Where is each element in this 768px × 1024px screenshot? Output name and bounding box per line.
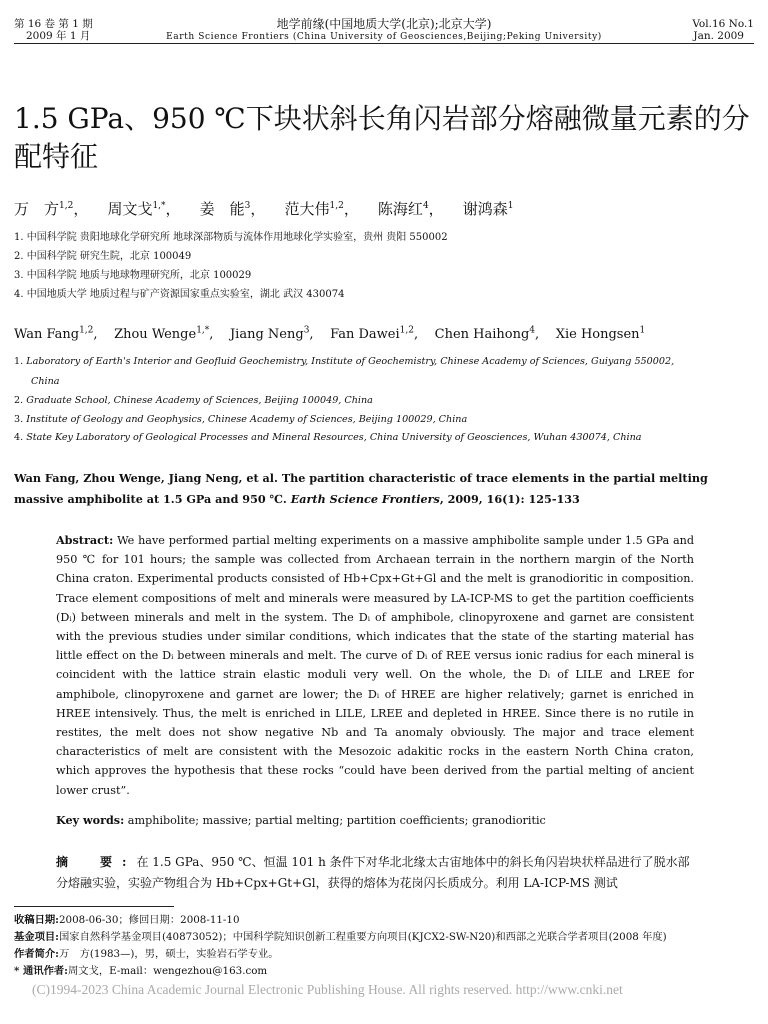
footnote-received: 收稿日期:2008-06-30；修回日期：2008-11-10 — [14, 914, 240, 926]
affiliation-cn: 1. 中国科学院 贵阳地球化学研究所 地球深部物质与流体作用地球化学实验室，贵州 贵阳 550002 — [14, 232, 448, 243]
author-en: Jiang Neng$^3$, — [229, 326, 314, 343]
footnote-funding: 基金项目:国家自然科学基金项目(40873052)；中国科学院知识创新工程重要方向项目(KJCX2-SW-N20)和西部之光联合学者项目(2008 年度) — [14, 931, 667, 943]
abstract-cn-label: 摘 要: — [56, 855, 137, 869]
abstract-en — [56, 531, 694, 800]
authors-cn — [14, 198, 514, 219]
header-rule — [14, 43, 754, 44]
affiliation-en: 4. State Key Laboratory of Geological Processes and Mineral Resources, China University of Geosciences, Wuhan 430074, China — [14, 432, 642, 443]
header-month: Jan. 2009 — [693, 30, 744, 42]
header-issue: 第 16 卷 第 1 期 — [14, 18, 93, 30]
author-en: Wan Fang$^{1,2}$, — [14, 326, 98, 343]
author-en: Fan Dawei$^{1,2}$, — [330, 326, 419, 343]
author-cn: 谢鸿森$^1$ — [462, 200, 514, 218]
footnote-author-bio: 作者简介:万 方(1983—)，男，硕士，实验岩石学专业。 — [14, 948, 279, 960]
abstract-cn-text: 在 1.5 GPa、950 ℃、恒温 101 h 条件下对华北北缘太古宙地体中的斜长角闪岩块状样品进行了脱水部分熔融实验，实验产物组合为 Hb+Cpx+Gt+Gl，获得的熔体为花岗闪长质成分。利用 LA-ICP-MS 测试 — [56, 855, 690, 890]
copyright-notice: (C)1994-2023 China Academic Journal Electronic Publishing House. All rights reserved. http://www.cnki.net — [32, 982, 623, 997]
author-en: Zhou Wenge$^{1,*}$, — [114, 326, 214, 343]
author-cn: 范大伟$^{1,2}$， — [284, 200, 359, 218]
author-en: Xie Hongsen$^1$ — [555, 326, 646, 343]
keywords-text: amphibolite; massive; partial melting; partition coefficients; granodioritic — [127, 814, 546, 827]
citation-journal: Earth Science Frontiers — [290, 492, 440, 506]
affiliation-en: 1. Laboratory of Earth's Interior and Geofluid Geochemistry, Institute of Geochemistry, Chinese Academy of Sciences, Guiyang 550002, — [14, 356, 675, 367]
abstract-label: Abstract: — [56, 533, 114, 547]
keywords — [56, 813, 716, 827]
citation: Wan Fang, Zhou Wenge, Jiang Neng, et al. The partition characteristic of trace elements in the partial melting massive amphibolite at 1.5 GPa and 950 ℃. Earth Science Frontiers, 2009, 16(1): 125-133 — [14, 471, 708, 506]
footnote-corresponding: * 通讯作者:周文戈，E-mail：wengezhou@163.com — [14, 965, 268, 977]
affiliation-cn: 2. 中国科学院 研究生院，北京 100049 — [14, 251, 192, 262]
abstract-text: We have performed partial melting experiments on a massive amphibolite sample under 1.5 GPa and 950 ℃ for 101 hours; the sample was collected from Archaean terrain in the northern margin of the North China craton. Experimental products consisted of Hb+Cpx+Gt+Gl and the melt is granodioritic in composition. Trace element compositions of melt and minerals were measured by LA-ICP-MS to get the partition coefficients (Dᵢ) between minerals and melt in the system. The Dᵢ of amphibole, clinopyroxene and garnet are consistent with the previous studies under similar conditions, which indicates that the state of the starting material has little effect on the Dᵢ between minerals and melt. The curve of Dᵢ of REE versus ionic radius for each mineral is coincident with the lattice strain elastic moduli very well. On the whole, the Dᵢ of LILE and LREE for amphibole, clinopyroxene and garnet are lower; the Dᵢ of HREE are higher relatively; garnet is enriched in HREE intensively. Thus, the melt is enriched in LILE, LREE and depleted in HREE. Since there is no rutile in restites, the melt does not show negative Nb and Ta anomaly obviously. The major and trace element characteristics of melt are consistent with the Mesozoic adakitic rocks in the eastern North China craton, which approves the hypothesis that these rocks “could have been derived from the partial melting of ancient lower crust”. — [56, 534, 694, 797]
author-cn: 周文戈$^{1,*}$， — [107, 200, 181, 218]
author-cn: 万 方$^{1,2}$， — [14, 200, 89, 218]
header-journal-cn: 地学前缘(中国地质大学(北京);北京大学) — [276, 17, 492, 31]
authors-en — [14, 326, 754, 342]
abstract-cn — [56, 852, 696, 894]
header-date: 2009 年 1 月 — [26, 30, 91, 42]
affiliation-en: China — [31, 376, 60, 387]
footnote-rule — [14, 906, 174, 907]
affiliation-cn: 4. 中国地质大学 地质过程与矿产资源国家重点实验室，湖北 武汉 430074 — [14, 289, 345, 300]
keywords-label: Key words: — [56, 813, 125, 827]
author-cn: 姜 能$^3$， — [199, 200, 266, 218]
header-volume: Vol.16 No.1 — [692, 18, 754, 30]
author-en: Chen Haihong$^4$, — [434, 326, 540, 343]
author-cn: 陈海红$^4$， — [377, 200, 444, 218]
affiliation-en: 3. Institute of Geology and Geophysics, Chinese Academy of Sciences, Beijing 100029, China — [14, 414, 468, 425]
header-journal-en: Earth Science Frontiers (China University of Geosciences,Beijing;Peking University) — [166, 32, 602, 42]
affiliation-en: 2. Graduate School, Chinese Academy of Sciences, Beijing 100049, China — [14, 395, 373, 406]
affiliation-cn: 3. 中国科学院 地质与地球物理研究所，北京 100029 — [14, 270, 252, 281]
paper-title: 1.5 GPa、950 ℃下块状斜长角闪岩部分熔融微量元素的分配特征 — [14, 102, 750, 173]
